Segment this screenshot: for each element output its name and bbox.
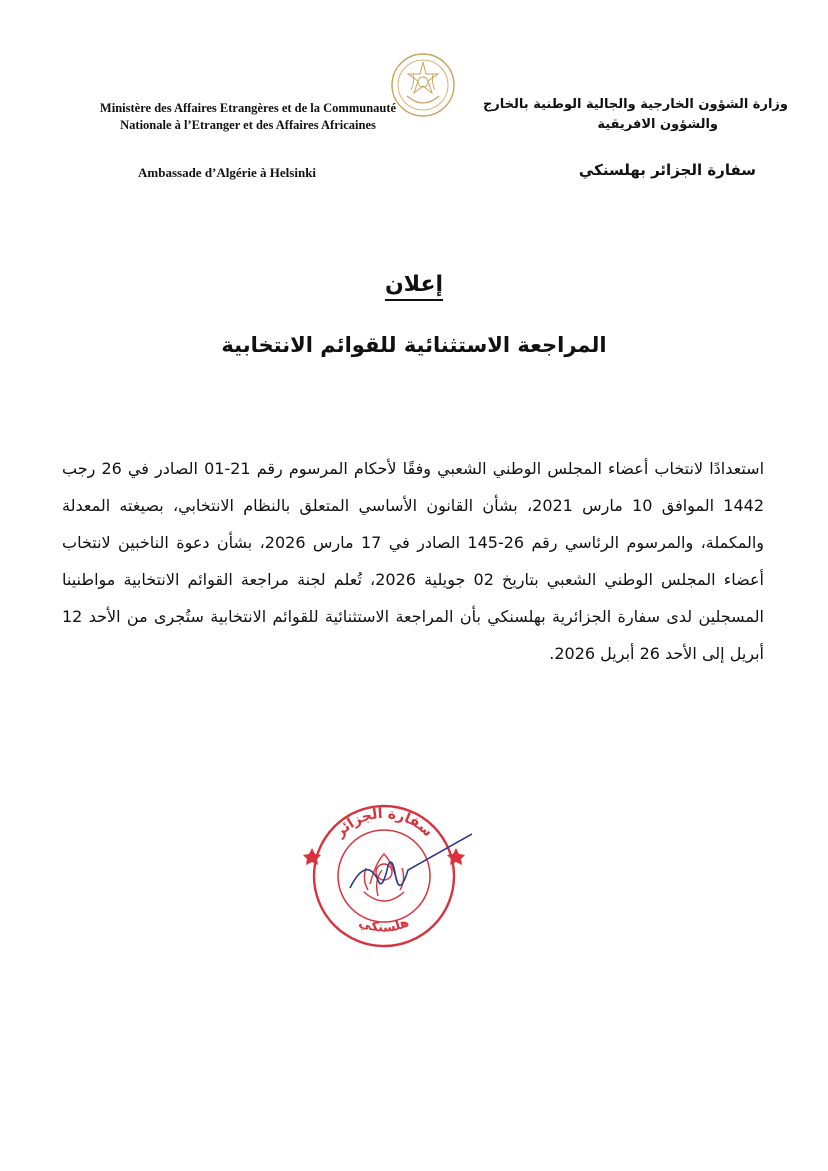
ministry-header-ar [482,95,788,135]
announcement-title: إعلان [385,272,443,301]
ministry-name-fr-line2: Nationale à l’Etranger et des Affaires Africaines [120,118,376,132]
ministry-header-fr [78,100,418,134]
ministry-name-ar-line1: وزارة الشؤون الخارجية والجالية الوطنية بالخارج [482,97,788,112]
announcement-body: استعدادًا لانتخاب أعضاء المجلس الوطني الشعبي وفقًا لأحكام المرسوم رقم 21-01 الصادر في 26 رجب 1442 الموافق 10 مارس 2021، بشأن القانون الأساسي المتعلق بالنظام الانتخابي، بصيغته المعدلة والمكملة، والمرسوم الرئاسي رقم 26-145 الصادر في 17 مارس 2026، بشأن دعوة الناخبين لانتخاب أعضاء المجلس الوطني الشعبي بتاريخ 02 جويلية 2026، تُعلم لجنة مراجعة القوائم الانتخابية مواطنينا المسجلين لدى سفارة الجزائرية بهلسنكي بأن المراجعة الاستثنائية للقوائم الانتخابية ستُجرى من الأحد 12 أبريل إلى الأحد 26 أبريل 2026. [62,459,765,663]
stamp-top-text: سفارة الجزائر [332,805,436,841]
embassy-name-ar: سفارة الجزائر بهلسنكي [578,161,756,179]
stamp-bottom-text: هلسنكي [356,915,412,936]
stamp-star-icon [303,848,465,865]
ministry-name-ar-line2: والشؤون الافريقية [597,117,718,132]
ministry-name-fr-line1: Ministère des Affaires Etrangères et de la Communauté [99,101,397,115]
announcement-subtitle: المراجعة الاستثنائية للقوائم الانتخابية [221,333,607,357]
embassy-name-fr: Ambassade d’Algérie à Helsinki [138,165,317,180]
svg-text:سفارة الجزائر [331,806,435,841]
announcement-title-wrap [0,272,828,297]
official-stamp [296,796,472,956]
svg-text:هلسنكي [357,915,412,936]
